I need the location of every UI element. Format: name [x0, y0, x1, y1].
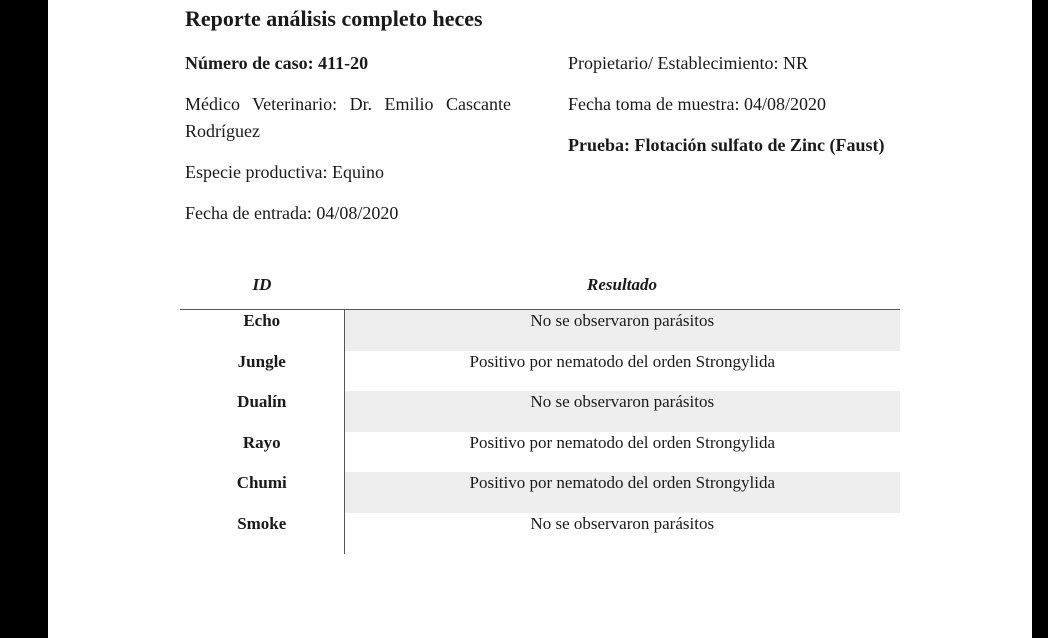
document-page [48, 0, 1032, 638]
test-name: Prueba: Flotación sulfato de Zinc (Faust) [568, 135, 885, 155]
results-table [180, 270, 900, 554]
header-result: Resultado [344, 270, 900, 310]
row-id: Rayo [180, 432, 344, 473]
veterinarian: Médico Veterinario: Dr. Emilio Cascante Rodríguez [185, 94, 511, 141]
table-row [180, 391, 900, 432]
row-result: Positivo por nematodo del orden Strongylida [344, 472, 900, 513]
row-result: No se observaron parásitos [530, 513, 715, 533]
header-id: ID [180, 270, 344, 310]
row-id: Chumi [180, 472, 344, 513]
table-row [180, 432, 900, 473]
owner: Propietario/ Establecimiento: NR [568, 53, 808, 73]
row-result: No se observaron parásitos [344, 310, 900, 351]
row-id: Dualín [180, 391, 344, 432]
row-id: Jungle [180, 351, 344, 392]
case-info-right [568, 50, 895, 173]
case-info-left [185, 50, 511, 241]
sample-date: Fecha toma de muestra: 04/08/2020 [568, 94, 826, 114]
table-row [180, 351, 900, 392]
table-header-row [180, 270, 900, 310]
table-row [180, 310, 900, 351]
row-id: Echo [180, 310, 344, 351]
row-result: Positivo por nematodo del orden Strongylida [469, 432, 775, 452]
case-number: Número de caso: 411-20 [185, 53, 369, 73]
row-result: Positivo por nematodo del orden Strongylida [469, 351, 775, 371]
species: Especie productiva: Equino [185, 162, 384, 182]
entry-date: Fecha de entrada: 04/08/2020 [185, 203, 399, 223]
table-row [180, 513, 900, 554]
report-title: Reporte análisis completo heces [185, 6, 483, 31]
table-row [180, 472, 900, 513]
results-table-wrap [180, 270, 900, 554]
row-id: Smoke [180, 513, 344, 554]
row-result: No se observaron parásitos [344, 391, 900, 432]
